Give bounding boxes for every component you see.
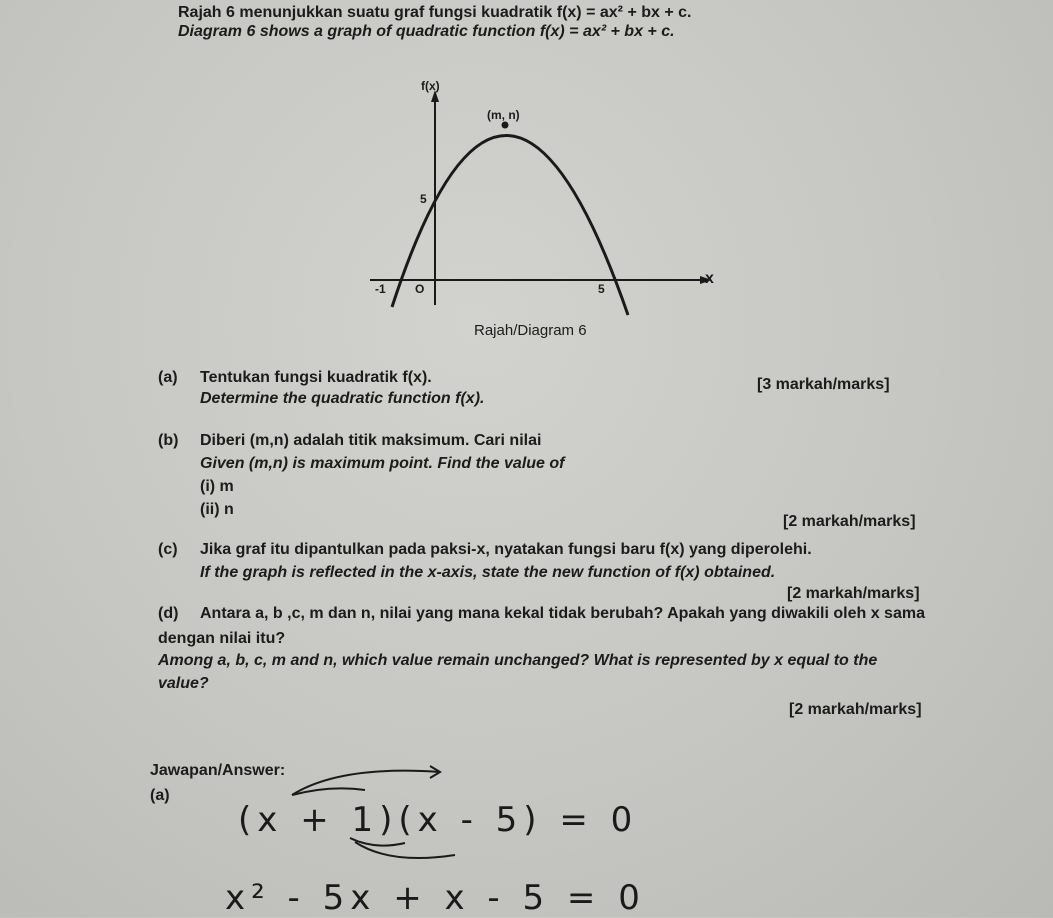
question-d-english-cont: value?	[158, 675, 209, 692]
question-d-malay: Antara a, b ,c, m dan n, nilai yang mana kekal tidak berubah? Apakah yang diwakili oleh x sama	[200, 605, 925, 622]
answer-part-label: (a)	[150, 787, 170, 804]
y-intercept-label: 5	[420, 192, 427, 206]
root-right-label: 5	[598, 282, 605, 296]
root-left-label: -1	[375, 282, 386, 296]
question-b-marks: [2 markah/marks]	[783, 513, 916, 530]
question-c-marks: [2 markah/marks]	[787, 585, 920, 602]
handwritten-answer-line-1: (x + 1)(x - 5) = 0	[238, 800, 639, 840]
handwritten-answer-line-2: x² - 5x + x - 5 = 0	[225, 878, 646, 918]
y-axis-label: f(x)	[421, 79, 440, 93]
question-d-label: (d)	[158, 605, 179, 622]
question-c-label: (c)	[158, 541, 178, 558]
answer-heading: Jawapan/Answer:	[150, 762, 286, 779]
question-a-marks: [3 markah/marks]	[757, 376, 890, 393]
intro-malay: Rajah 6 menunjukkan suatu graf fungsi kuadratik f(x) = ax² + bx + c.	[178, 4, 692, 21]
question-a-english: Determine the quadratic function f(x).	[200, 390, 485, 407]
question-b-sub-i: (i) m	[200, 478, 234, 495]
question-a-label: (a)	[158, 369, 178, 386]
question-a-malay: Tentukan fungsi kuadratik f(x).	[200, 369, 432, 386]
vertex-label: (m, n)	[487, 108, 520, 122]
question-b-label: (b)	[158, 432, 179, 449]
intro-english: Diagram 6 shows a graph of quadratic function f(x) = ax² + bx + c.	[178, 23, 675, 40]
diagram-caption: Rajah/Diagram 6	[474, 322, 587, 339]
question-d-malay-cont: dengan nilai itu?	[158, 630, 286, 647]
x-axis-label: x	[705, 270, 714, 287]
question-b-english: Given (m,n) is maximum point. Find the value of	[200, 455, 565, 472]
question-c-malay: Jika graf itu dipantulkan pada paksi-x, nyatakan fungsi baru f(x) yang diperolehi.	[200, 541, 812, 558]
question-b-malay: Diberi (m,n) adalah titik maksimum. Cari nilai	[200, 432, 542, 449]
question-c-english: If the graph is reflected in the x-axis, state the new function of f(x) obtained.	[200, 564, 776, 581]
question-d-marks: [2 markah/marks]	[789, 701, 922, 718]
origin-label: O	[415, 282, 425, 296]
question-d-english: Among a, b, c, m and n, which value remain unchanged? What is represented by x equal to the	[158, 652, 878, 669]
question-b-sub-ii: (ii) n	[200, 501, 234, 518]
